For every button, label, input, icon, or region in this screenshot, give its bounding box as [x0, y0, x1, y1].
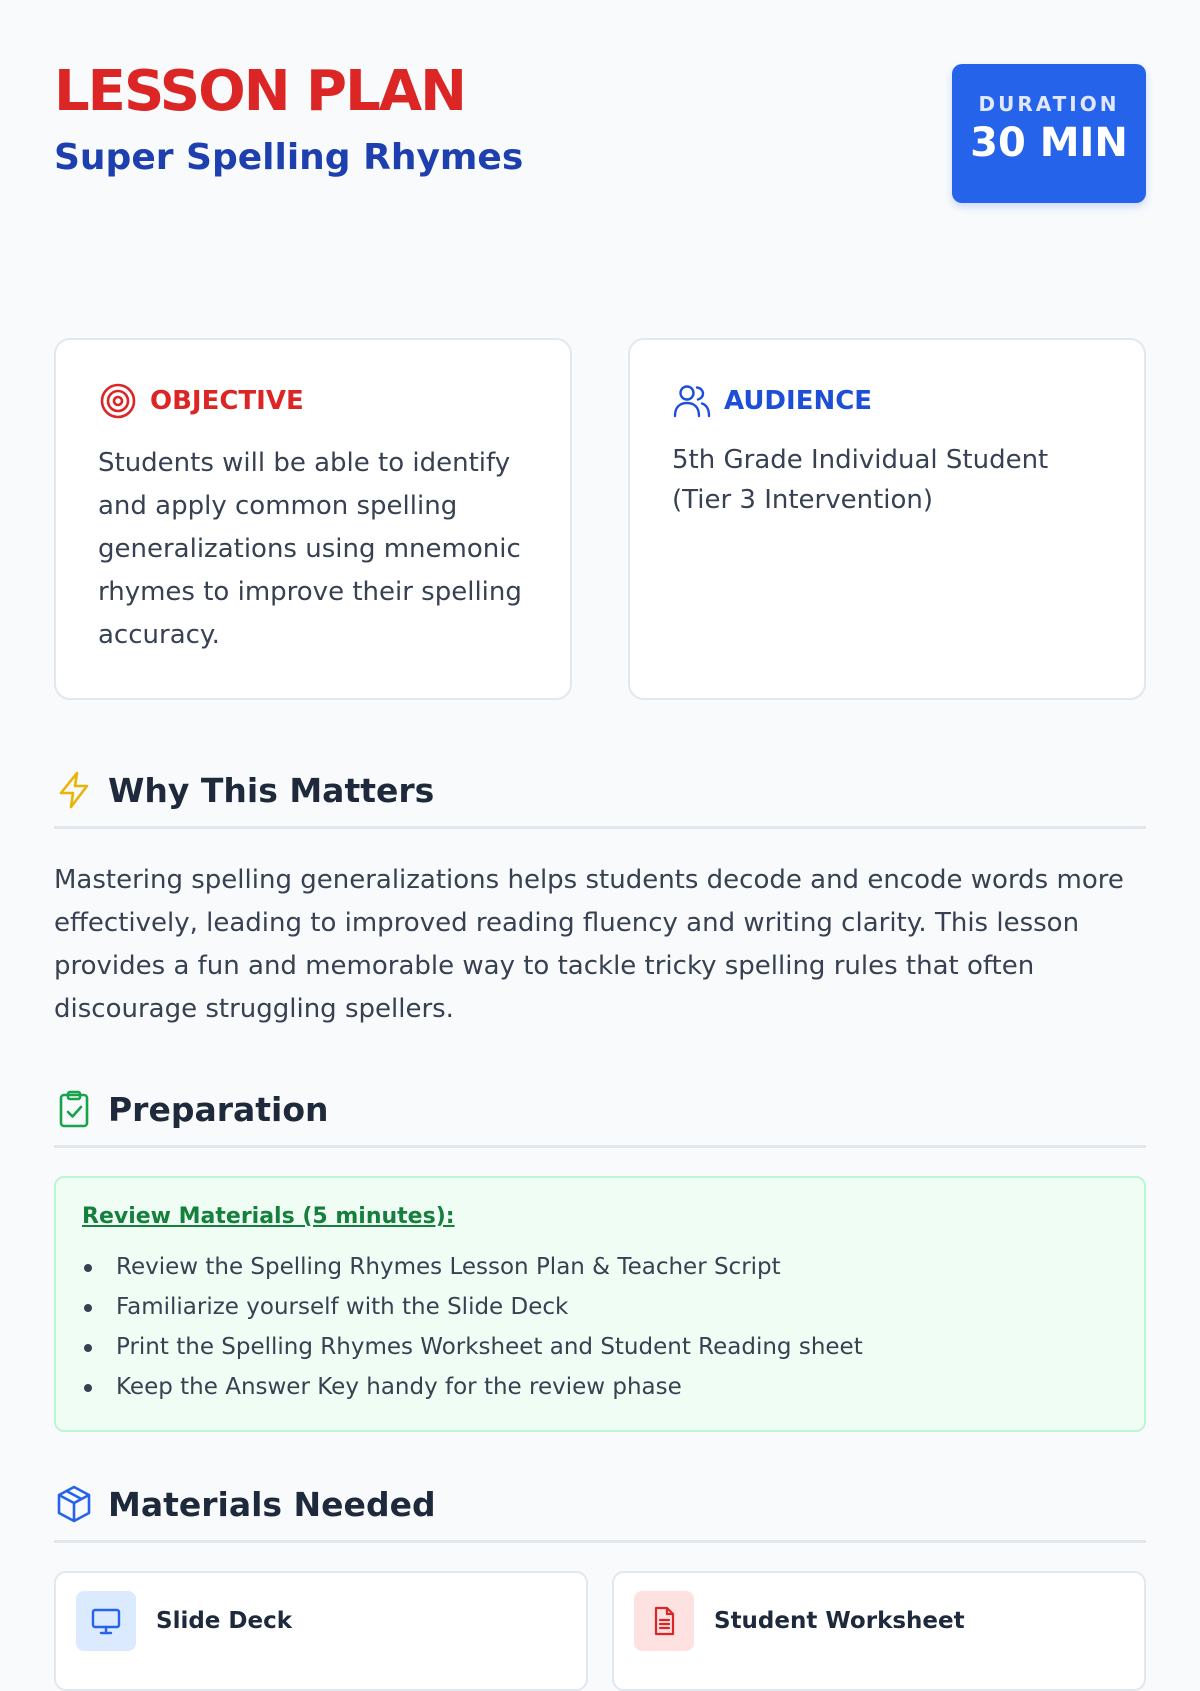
page-title: LESSON PLAN: [54, 59, 465, 124]
materials-section-title: Materials Needed: [108, 1484, 436, 1524]
lesson-subtitle: Super Spelling Rhymes: [54, 137, 524, 178]
why-text: Mastering spelling generalizations helps students decode and encode words more effectively, leading to improved reading fluency and writing clarity. This lesson provides a fun and memorable way to tackle tricky spelling rules that often discourage struggling spellers.: [54, 865, 1124, 1024]
preparation-section-header: [54, 1089, 1146, 1148]
objective-card: [54, 338, 572, 700]
why-section-header: [54, 770, 1146, 829]
preparation-section-title: Preparation: [108, 1089, 329, 1129]
duration-label: DURATION: [978, 92, 1120, 116]
lightning-icon: [54, 770, 94, 810]
info-cards-row: [54, 338, 1146, 700]
header: [54, 59, 1146, 264]
why-section-title: Why This Matters: [108, 770, 435, 810]
preparation-box: [54, 1176, 1146, 1432]
material-card-student-worksheet[interactable]: [612, 1571, 1146, 1691]
preparation-list: [82, 1247, 1116, 1407]
objective-title: OBJECTIVE: [150, 386, 304, 416]
why-section: [54, 770, 1146, 1031]
monitor-icon: [90, 1605, 122, 1637]
audience-title: AUDIENCE: [724, 386, 873, 416]
material-label: Slide Deck: [156, 1608, 293, 1634]
objective-card-header: [98, 382, 530, 420]
list-item: Review the Spelling Rhymes Lesson Plan & Teacher Script: [82, 1247, 1116, 1287]
list-item: Keep the Answer Key handy for the review phase: [82, 1367, 1116, 1407]
monitor-icon-badge: [76, 1591, 136, 1651]
material-card-slide-deck[interactable]: [54, 1571, 588, 1691]
materials-row: [54, 1571, 1146, 1691]
materials-section: [54, 1484, 1146, 1691]
audience-text: 5th Grade Individual Student (Tier 3 Intervention): [672, 445, 1049, 515]
duration-value: 30 MIN: [970, 120, 1128, 166]
preparation-heading: Review Materials (5 minutes):: [82, 1204, 455, 1229]
audience-card: [628, 338, 1146, 700]
list-item: Print the Spelling Rhymes Worksheet and Student Reading sheet: [82, 1327, 1116, 1367]
material-label: Student Worksheet: [714, 1608, 965, 1634]
list-item: Familiarize yourself with the Slide Deck: [82, 1287, 1116, 1327]
materials-section-header: [54, 1484, 1146, 1543]
objective-text: Students will be able to identify and apply common spelling generalizations using mnemonic rhymes to improve their spelling accuracy.: [98, 448, 522, 650]
document-icon-badge: [634, 1591, 694, 1651]
box-icon: [54, 1484, 94, 1524]
audience-card-header: [672, 382, 1104, 420]
document-icon: [648, 1605, 680, 1637]
target-icon: [98, 381, 138, 421]
users-icon: [672, 381, 712, 421]
clipboard-check-icon: [54, 1089, 94, 1129]
preparation-section: [54, 1089, 1146, 1432]
duration-badge: [952, 64, 1146, 203]
